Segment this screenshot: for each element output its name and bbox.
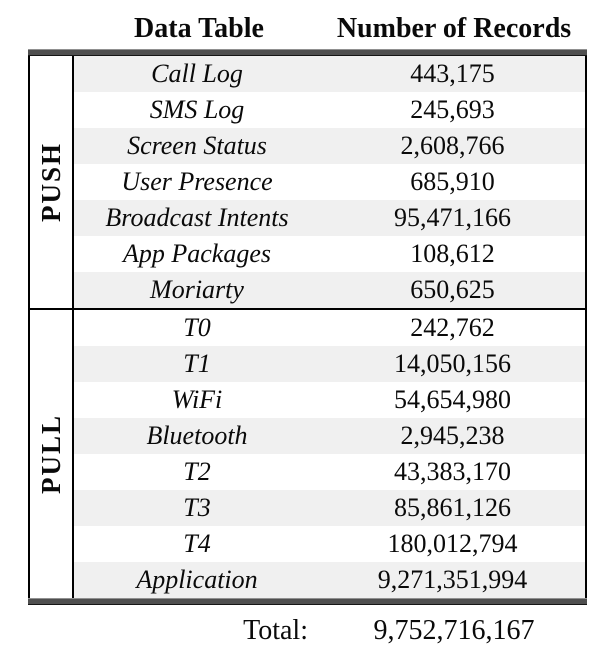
row-name: Moriarty — [150, 275, 244, 304]
push-label-cell — [30, 56, 74, 308]
row-name: T0 — [183, 313, 211, 342]
row-name: Broadcast Intents — [105, 203, 289, 232]
row-name: User Presence — [121, 167, 273, 196]
push-rows — [74, 56, 585, 308]
row-value: 95,471,166 — [394, 203, 511, 232]
table-body — [28, 56, 587, 598]
row-name: WiFi — [171, 385, 223, 414]
row-name: SMS Log — [149, 95, 245, 124]
row-name: T3 — [183, 493, 211, 522]
row-value: 242,762 — [410, 313, 495, 342]
row-name: Screen Status — [127, 131, 267, 160]
table-row — [74, 526, 585, 562]
table-row — [74, 310, 585, 346]
row-name: T1 — [183, 349, 211, 378]
row-value: 650,625 — [410, 275, 495, 304]
total-label: Total: — [243, 615, 308, 646]
row-name: Application — [136, 565, 258, 594]
row-name: Call Log — [151, 59, 243, 88]
row-value: 43,383,170 — [394, 457, 511, 486]
table-bottom-rule — [28, 598, 587, 605]
table-top-rule — [28, 49, 587, 56]
table-row — [74, 490, 585, 526]
row-value: 685,910 — [410, 167, 495, 196]
table-row — [74, 382, 585, 418]
table-row — [74, 92, 585, 128]
table-row — [74, 562, 585, 598]
row-value: 2,945,238 — [400, 421, 505, 450]
table-row — [74, 346, 585, 382]
row-name: App Packages — [122, 239, 271, 268]
push-section-label: PUSH — [35, 141, 66, 222]
total-value: 9,752,716,167 — [373, 615, 535, 646]
row-name: T2 — [183, 457, 211, 486]
row-name: T4 — [183, 529, 211, 558]
table-row — [74, 128, 585, 164]
pull-section-label: PULL — [35, 413, 66, 494]
table-row — [74, 200, 585, 236]
row-value: 108,612 — [410, 239, 495, 268]
table-row — [74, 236, 585, 272]
row-value: 245,693 — [410, 95, 495, 124]
row-value: 85,861,126 — [394, 493, 511, 522]
row-value: 14,050,156 — [394, 349, 511, 378]
push-section — [30, 56, 585, 308]
pull-label-cell — [30, 310, 74, 598]
row-value: 2,608,766 — [400, 131, 505, 160]
table-row — [74, 164, 585, 200]
table-row — [74, 56, 585, 92]
pull-rows — [74, 310, 585, 598]
row-value: 180,012,794 — [387, 529, 518, 558]
pull-section — [30, 310, 585, 598]
row-name: Bluetooth — [146, 421, 248, 450]
table-row — [74, 418, 585, 454]
header-number-of-records: Number of Records — [336, 13, 572, 44]
total-row — [76, 612, 586, 650]
row-value: 9,271,351,994 — [377, 565, 528, 594]
table-header-row — [76, 0, 586, 49]
table-row — [74, 272, 585, 308]
row-value: 443,175 — [410, 59, 495, 88]
header-data-table: Data Table — [134, 13, 264, 44]
row-value: 54,654,980 — [394, 385, 511, 414]
table-row — [74, 454, 585, 490]
